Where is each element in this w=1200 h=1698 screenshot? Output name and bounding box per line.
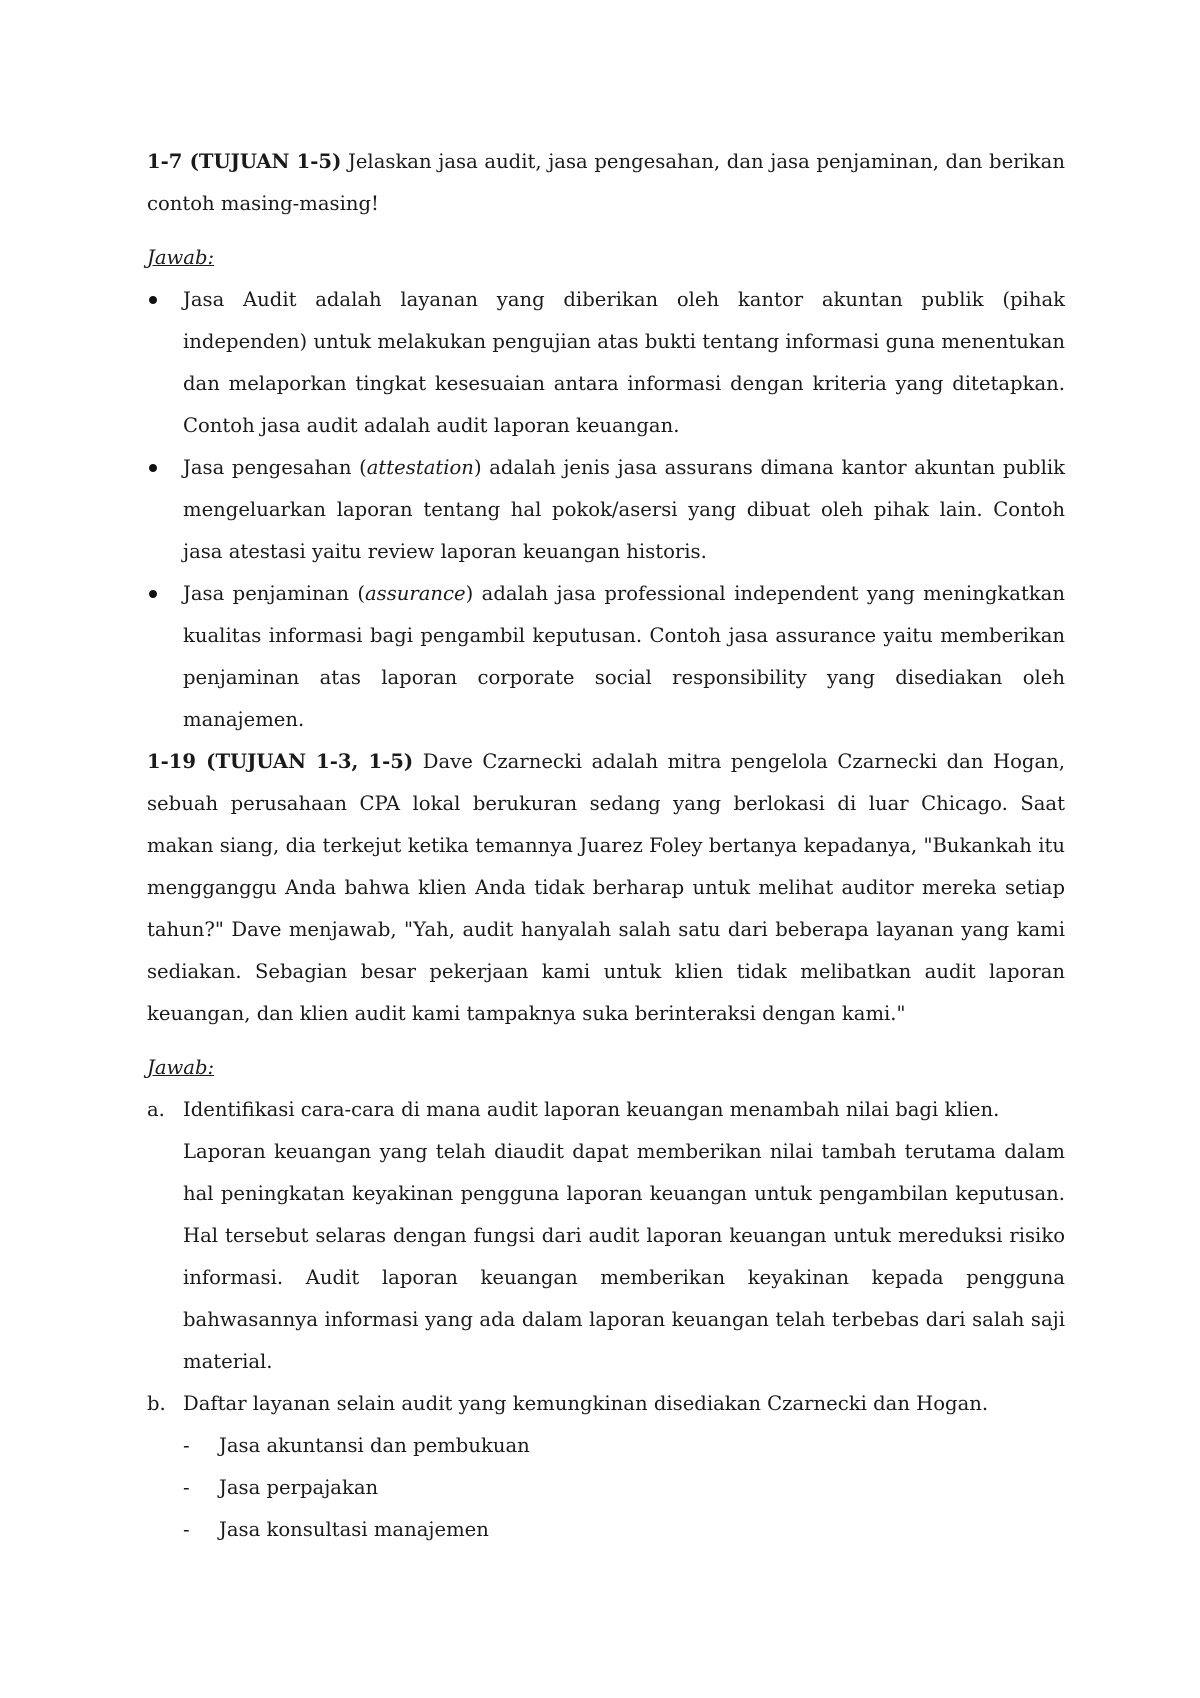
answer-2-a-question: Identifikasi cara-cara di mana audit laporan keuangan menambah nilai bagi klien.	[183, 1098, 1000, 1121]
bullet-icon	[149, 296, 157, 304]
answer-2-item-a	[147, 1089, 1065, 1383]
answer-1-item-attestation	[147, 447, 1065, 573]
question-1	[147, 141, 1065, 225]
answer-1-item-text: Jasa Audit adalah layanan yang diberikan oleh kantor akuntan publik (pihak independen) untuk melakukan pengujian atas bukti tentang informasi guna menentukan dan melaporkan tingkat kesesuaian antara informasi dengan kriteria yang ditetapkan. Contoh jasa audit adalah audit laporan keuangan.	[183, 288, 1065, 437]
answer-1-item-term: attestation	[366, 456, 474, 479]
answer-2-item-b	[147, 1383, 1065, 1551]
answer-2-b-question: Daftar layanan selain audit yang kemungkinan disediakan Czarnecki dan Hogan.	[183, 1392, 989, 1415]
question-2-text: Dave Czarnecki adalah mitra pengelola Czarnecki dan Hogan, sebuah perusahaan CPA lokal berukuran sedang yang berlokasi di luar Chicago. Saat makan siang, dia terkejut ketika temannya Juarez Foley bertanya kepadanya, "Bukankah itu mengganggu Anda bahwa klien Anda tidak berharap untuk melihat auditor mereka setiap tahun?" Dave menjawab, "Yah, audit hanyalah salah satu dari beberapa layanan yang kami sediakan. Sebagian besar pekerjaan kami untuk klien tidak melibatkan audit laporan keuangan, dan klien audit kami tampaknya suka berinteraksi dengan kami."	[147, 750, 1065, 1025]
answer-1-item-audit	[147, 279, 1065, 447]
question-1-label: 1-7 (TUJUAN 1-5)	[147, 150, 342, 173]
list-marker: b.	[147, 1392, 166, 1415]
answer-1-item-before: Jasa pengesahan (	[183, 456, 367, 479]
answer-1-item-after: ) adalah jenis jasa assurans dimana kantor akuntan publik mengeluarkan laporan tentang hal pokok/asersi yang dibuat oleh pihak lain. Contoh jasa atestasi yaitu review laporan keuangan historis.	[183, 456, 1065, 563]
answer-1-list	[147, 279, 1065, 741]
dash-marker: -	[183, 1434, 190, 1457]
list-marker: a.	[147, 1098, 165, 1121]
question-2-label: 1-19 (TUJUAN 1-3, 1-5)	[147, 750, 414, 773]
service-item-text: Jasa perpajakan	[219, 1476, 379, 1499]
services-list	[183, 1425, 1065, 1551]
bullet-icon	[149, 464, 157, 472]
answer-2-list	[147, 1089, 1065, 1551]
bullet-icon	[149, 590, 157, 598]
service-item-text: Jasa akuntansi dan pembukuan	[219, 1434, 530, 1457]
question-1-text: Jelaskan jasa audit, jasa pengesahan, dan jasa penjaminan, dan berikan contoh masing-masing!	[147, 150, 1065, 215]
service-item	[183, 1467, 1065, 1509]
document-body	[147, 141, 1065, 1551]
service-item	[183, 1425, 1065, 1467]
answer-2-a-answer: Laporan keuangan yang telah diaudit dapat memberikan nilai tambah terutama dalam hal peningkatan keyakinan pengguna laporan keuangan untuk pengambilan keputusan. Hal tersebut selaras dengan fungsi dari audit laporan keuangan untuk mereduksi risiko informasi. Audit laporan keuangan memberikan keyakinan kepada pengguna bahwasannya informasi yang ada dalam laporan keuangan telah terbebas dari salah saji material.	[183, 1140, 1065, 1373]
service-item	[183, 1509, 1065, 1551]
service-item-text: Jasa konsultasi manajemen	[219, 1518, 489, 1541]
answer-1-item-before: Jasa penjaminan (	[183, 582, 365, 605]
dash-marker: -	[183, 1518, 190, 1541]
dash-marker: -	[183, 1476, 190, 1499]
answer-1-item-term: assurance	[364, 582, 466, 605]
answer-1-item-assurance	[147, 573, 1065, 741]
question-2	[147, 741, 1065, 1035]
answer-1-heading: Jawab:	[147, 246, 215, 269]
answer-2-heading: Jawab:	[147, 1056, 215, 1079]
answer-1-item-after: ) adalah jasa professional independent yang meningkatkan kualitas informasi bagi pengambil keputusan. Contoh jasa assurance yaitu memberikan penjaminan atas laporan corporate social responsibility yang disediakan oleh manajemen.	[183, 582, 1065, 731]
